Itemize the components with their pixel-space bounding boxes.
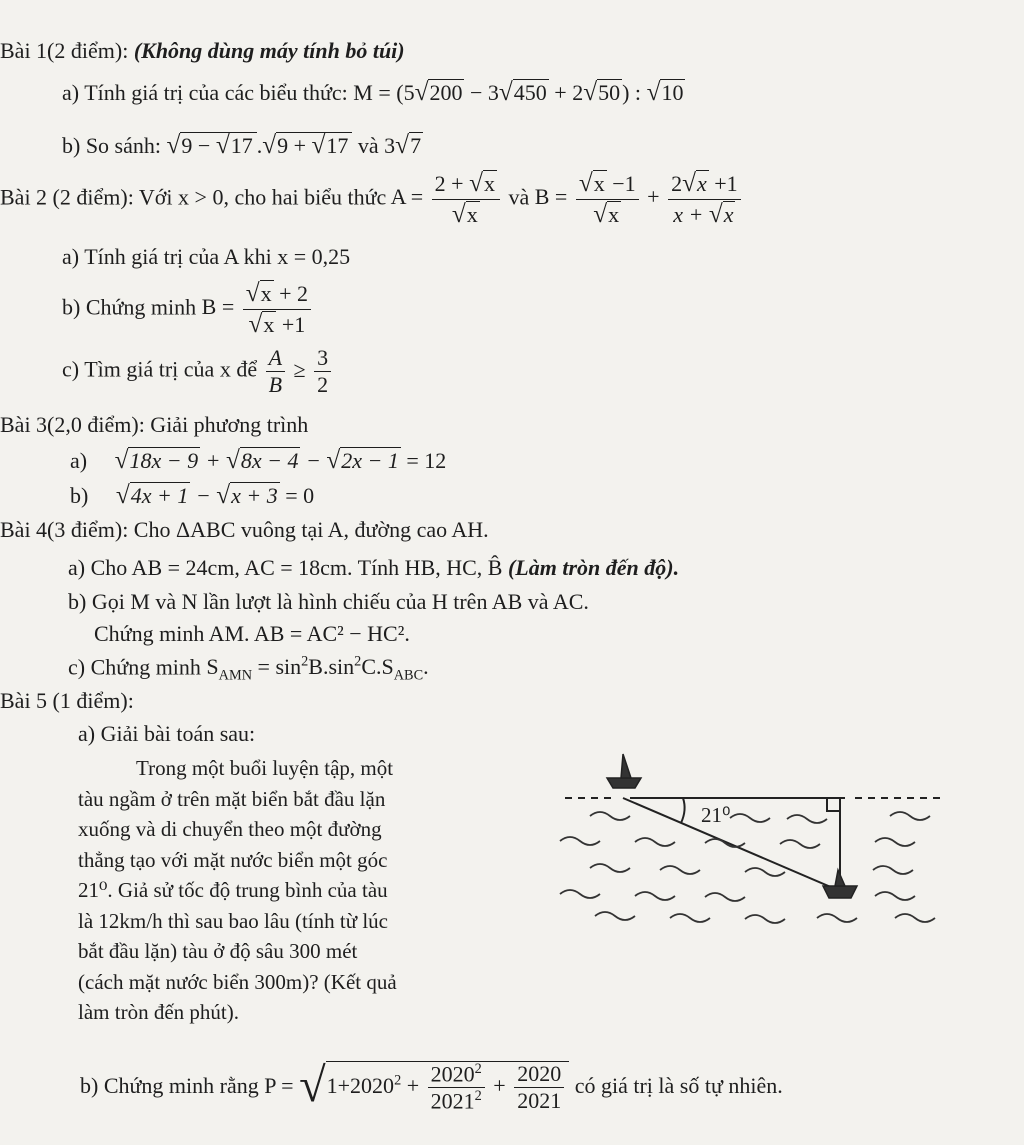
boat-icon — [607, 754, 641, 788]
right-angle-marker — [827, 798, 840, 811]
expr-B: B = $\frac{√x -1}{√x}$ + $\frac{2√x +1}{x + √x}$ — [535, 184, 744, 209]
dive-path — [623, 798, 840, 891]
bai3-heading: Bài 3(2,0 điểm): Giải phương trình — [0, 412, 309, 437]
problem-line: là 12km/h thì sau bao lâu (tính từ lúc — [78, 908, 388, 933]
bai2-part-c: c) Tìm giá trị của x để $\frac{A}{B}$ ≥ $\frac{3}{2}$ — [62, 346, 334, 397]
bai5-part-a-label: a) Giải bài toán sau: — [78, 721, 256, 746]
bai4-part-b-line1: b) Gọi M và N lần lượt là hình chiếu của H trên AB và AC. — [68, 589, 589, 614]
expr-A: A = $\frac{2 + √x}{√x}$ — [391, 184, 509, 209]
expr-P: $P = √1+2020^2$ + $\frac{2020^2}{2021^2}$ + $\frac{2020}{2021}$ — [264, 1073, 574, 1098]
problem-line: 21⁰. Giả sử tốc độ trung bình của tàu — [78, 878, 388, 902]
bai1-part-b: b) So sánh: √9 − √17 .√9 + √17 và 3√7 — [62, 131, 422, 159]
bai2-heading: Bài 2 (2 điểm): Với x > 0, cho hai biểu thức A = $\frac{2 + √x}{√x}$ và B = $\frac{√x -1}{√x}$ + $\frac{2√x +1}{x + √x}$ — [0, 170, 744, 229]
problem-line: bắt đầu lặn) tàu ở độ sâu 300 mét — [78, 939, 358, 963]
problem-line: thẳng tạo với mặt nước biển một góc — [78, 847, 388, 872]
waves-decoration — [560, 812, 935, 923]
bai2-part-a: a) Tính giá trị của A khi x = 0,25 — [62, 244, 351, 269]
bai1-heading: Bài 1(2 điểm): (Không dùng máy tính bỏ túi) — [0, 38, 405, 63]
bai4-part-a: a) Cho AB = 24cm, AC = 18cm. Tính HB, HC, B̂ (Làm tròn đến độ). — [68, 555, 680, 580]
expr-M: M = (5√200 − 3√450 + 2√50) : √10 — [353, 78, 684, 106]
submarine-icon — [823, 870, 857, 898]
bai3-part-a: a) √18x − 9 + √8x − 4 − √2x − 1 = 12 — [70, 446, 447, 474]
bai1-part-a: a) Tính giá trị của các biểu thức: M = (5√200 − 3√450 + 2√50) : √10 — [62, 78, 684, 106]
bai5-part-b: b) Chứng minh rằng $P = √1+2020^2$ + $\frac{2020^2}{2021^2}$ + $\frac{2020}{2021}$ có giá trị là số tự nhiên. — [80, 1059, 783, 1114]
bai4-part-c: c) Chứng minh $S_{AMN} = \sin^2B.\sin^2C.S_{ABC}$. — [68, 654, 429, 684]
angle-label: 21⁰ — [701, 803, 731, 827]
problem-line: Trong một buổi luyện tập, một — [136, 756, 394, 780]
problem-line: xuống và di chuyển theo một đường — [78, 817, 382, 841]
bai4-heading: Bài 4(3 điểm): Cho ΔABC vuông tại A, đường cao AH. — [0, 517, 489, 542]
bai4-part-b-line2: Chứng minh AM. AB = AC² − HC². — [94, 621, 410, 646]
equation-a: √18x − 9 + √8x − 4 − √2x − 1 = 12 — [114, 446, 447, 474]
equation-b: √4x + 1 − √x + 3 = 0 — [115, 481, 315, 509]
expr-area: $S_{AMN} = \sin^2B.\sin^2C.S_{ABC}$. — [206, 654, 429, 684]
submarine-figure — [555, 746, 945, 936]
expr-ratio: $\frac{A}{B}$ ≥ $\frac{3}{2}$ — [263, 357, 335, 382]
problem-line: làm tròn đến phút). — [78, 1000, 239, 1024]
bai2-part-b: b) Chứng minh B = $\frac{√x + 2}{√x +1}$ — [62, 280, 314, 339]
bai5-heading: Bài 5 (1 điểm): — [0, 688, 134, 713]
problem-line: tàu ngầm ở trên mặt biển bắt đầu lặn — [78, 786, 386, 811]
bai5-problem-text — [78, 753, 518, 1028]
bai3-part-b: b) √4x + 1 − √x + 3 = 0 — [70, 481, 315, 509]
expr-B-result: B = $\frac{√x + 2}{√x +1}$ — [202, 294, 314, 319]
angle-arc — [681, 798, 685, 823]
expr-compare: √9 − √17 .√9 + √17 và 3√7 — [166, 131, 422, 159]
problem-line: (cách mặt nước biển 300m)? (Kết quả — [78, 969, 397, 994]
